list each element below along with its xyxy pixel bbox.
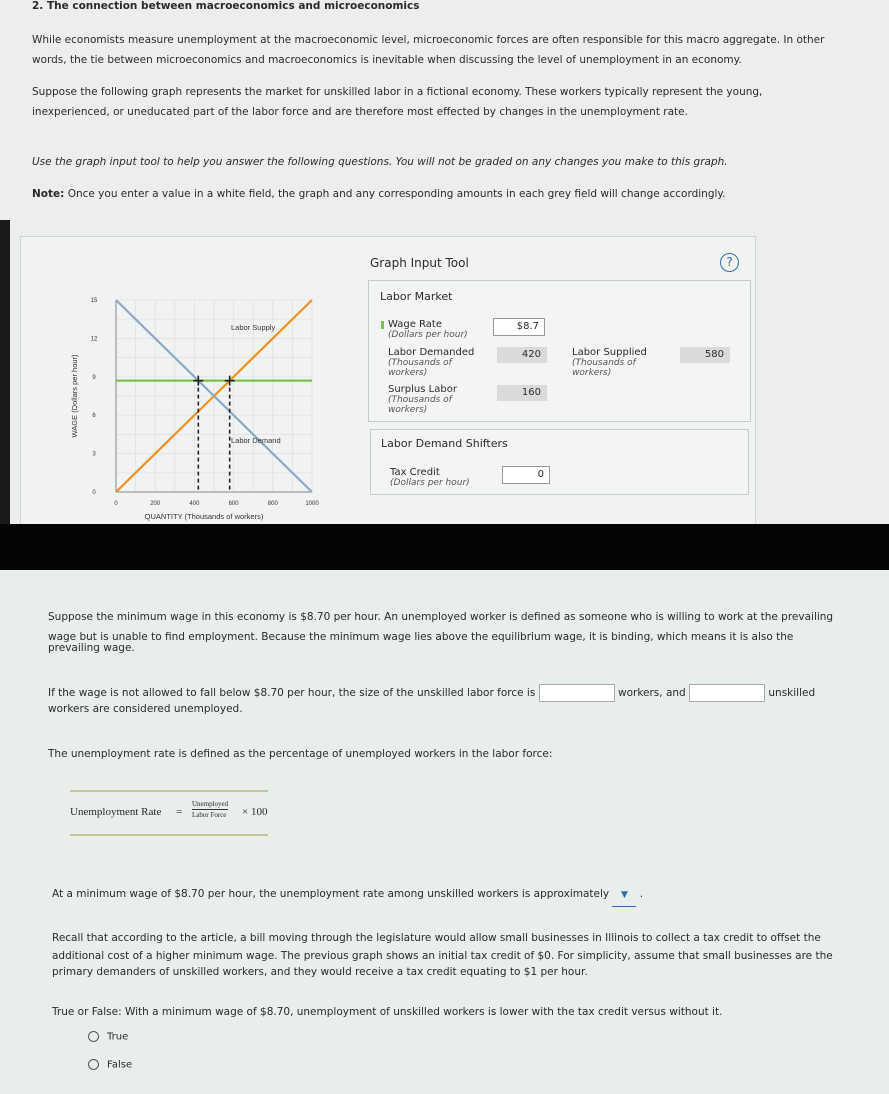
surplus-labor-value: 160 [497, 385, 547, 401]
x-tick-label: 600 [228, 501, 239, 507]
wage-legend-swatch [381, 321, 384, 329]
intro-line-2: words, the tie between microeconomics and macroeconomics is inevitable when discussing the level of unemployment in an economy. [32, 54, 742, 66]
surplus-labor-unit: (Thousands of workers) [388, 395, 452, 415]
graph-input-tool-title: Graph Input Tool [370, 256, 469, 270]
screen-bezel-gap [0, 524, 889, 570]
help-icon[interactable]: ? [720, 253, 739, 272]
instruction: Use the graph input tool to help you answer the following questions. You will not be graded on any changes you make to this graph. [32, 156, 728, 168]
tax-credit-label [390, 468, 470, 488]
q1-text-a: If the wage is not allowed to fall below $8.70 per hour, the size of the unskilled labor force is [48, 687, 536, 699]
formula-denominator: Labor Force [192, 811, 227, 819]
formula-times-100: × 100 [242, 806, 268, 818]
unemployment-rate-dropdown[interactable]: ▼ [612, 885, 636, 907]
x-axis-label: QUANTITY (Thousands of workers) [144, 512, 264, 521]
radio-circle[interactable] [88, 1031, 99, 1042]
labor-demanded-label [388, 348, 478, 378]
labor-market-title: Labor Market [380, 290, 453, 303]
q1-text-d: workers are considered unemployed. [48, 703, 243, 715]
formula-numerator: Unemployed [192, 800, 229, 808]
x-tick-label: 1000 [305, 501, 319, 507]
surplus-labor-text: Surplus Labor [388, 384, 457, 395]
unemployed-input[interactable] [689, 684, 765, 702]
labor-supplied-label [572, 348, 662, 378]
tax-credit-text: Tax Credit [390, 467, 440, 478]
tax-credit-line-3: primary demanders of unskilled workers, and they would receive a tax credit equating to $1 per hour. [52, 966, 588, 978]
context-line-1: Suppose the following graph represents the market for unskilled labor in a fictional economy. These workers typically represent the young, [32, 86, 763, 98]
label-labor-demand: Labor Demand [231, 436, 281, 445]
q1-text-b: workers, and [617, 687, 686, 699]
y-tick-label: 9 [92, 374, 96, 381]
y-tick-label: 15 [90, 298, 98, 304]
y-tick-label: 6 [92, 413, 96, 420]
x-tick-label: 200 [150, 501, 161, 507]
labor-demanded-text: Labor Demanded [388, 347, 475, 358]
labor-demanded-value: 420 [497, 347, 547, 363]
labor-demanded-unit: (Thousands of workers) [388, 358, 452, 378]
shifters-title: Labor Demand Shifters [381, 437, 508, 450]
tax-credit-line-2: additional cost of a higher minimum wage. The previous graph shows an initial tax credit of $0. For simplicity, assume that small businesses are the [52, 950, 833, 962]
y-axis-label: WAGE (Dollars per hour) [70, 354, 79, 438]
q1-text-c: unskilled [768, 687, 816, 699]
true-false-question: True or False: With a minimum wage of $8.70, unemployment of unskilled workers is lower with the tax credit versus without it. [52, 1006, 723, 1018]
x-tick-label: 0 [114, 501, 118, 507]
labor-supplied-text: Labor Supplied [572, 347, 647, 358]
radio-circle[interactable] [88, 1059, 99, 1070]
min-wage-line-3: prevailing wage. [48, 642, 135, 654]
wage-rate-text: Wage Rate [388, 319, 442, 330]
x-tick-label: 400 [189, 501, 200, 507]
radio-false[interactable] [88, 1059, 132, 1071]
labor-market-chart[interactable] [0, 0, 340, 530]
definition-text: The unemployment rate is defined as the percentage of unemployed workers in the labor force: [48, 748, 553, 760]
labor-force-input[interactable] [539, 684, 615, 702]
note-text: Once you enter a value in a white field, the graph and any corresponding amounts in each grey field will change accordingly. [67, 188, 726, 200]
wage-rate-input[interactable]: $8.7 [493, 318, 545, 336]
tax-credit-input[interactable]: 0 [502, 466, 550, 484]
q2-text: At a minimum wage of $8.70 per hour, the unemployment rate among unskilled workers is approximately [52, 888, 610, 900]
surplus-labor-label [388, 385, 478, 415]
y-tick-label: 12 [90, 336, 98, 343]
label-labor-supply: Labor Supply [231, 323, 276, 332]
labor-supplied-unit: (Thousands of workers) [572, 358, 636, 378]
unemployment-rate-question: At a minimum wage of $8.70 per hour, the unemployment rate among unskilled workers is approximately ▼ . [52, 884, 643, 907]
intro-line-1: While economists measure unemployment at the macroeconomic level, microeconomic forces are often responsible for this macro aggregate. In other [32, 34, 825, 46]
labor-supplied-value: 580 [680, 347, 730, 363]
tax-credit-line-1: Recall that according to the article, a bill moving through the legislature would allow small businesses in Illinois to collect a tax credit to offset the [52, 932, 821, 944]
note-label: Note: [32, 188, 65, 200]
context-line-2: inexperienced, or uneducated part of the labor force and are therefore most effected by changes in the unemployment rate. [32, 106, 688, 118]
x-tick-label: 800 [267, 501, 278, 507]
radio-false-label: False [107, 1059, 133, 1071]
unemployment-formula [70, 790, 268, 836]
wage-rate-unit: (Dollars per hour) [388, 330, 468, 340]
min-wage-line-2: wage but is unable to find employment. Because the minimum wage lies above the equilibrium wage, it is binding, which means it is also the [48, 631, 794, 643]
wage-rate-label [388, 320, 468, 340]
formula-equals: = [176, 806, 183, 818]
question-heading: 2. The connection between macroeconomics and microeconomics [32, 0, 420, 12]
radio-true-label: True [107, 1031, 129, 1043]
y-tick-label: 3 [92, 451, 96, 458]
y-tick-label: 0 [92, 490, 96, 496]
formula-lhs: Unemployment Rate [70, 806, 162, 818]
min-wage-line-1: Suppose the minimum wage in this economy is $8.70 per hour. An unemployed worker is defined as someone who is willing to work at the prevailing [48, 611, 834, 623]
radio-true[interactable] [88, 1031, 128, 1043]
tax-credit-unit: (Dollars per hour) [390, 478, 470, 488]
